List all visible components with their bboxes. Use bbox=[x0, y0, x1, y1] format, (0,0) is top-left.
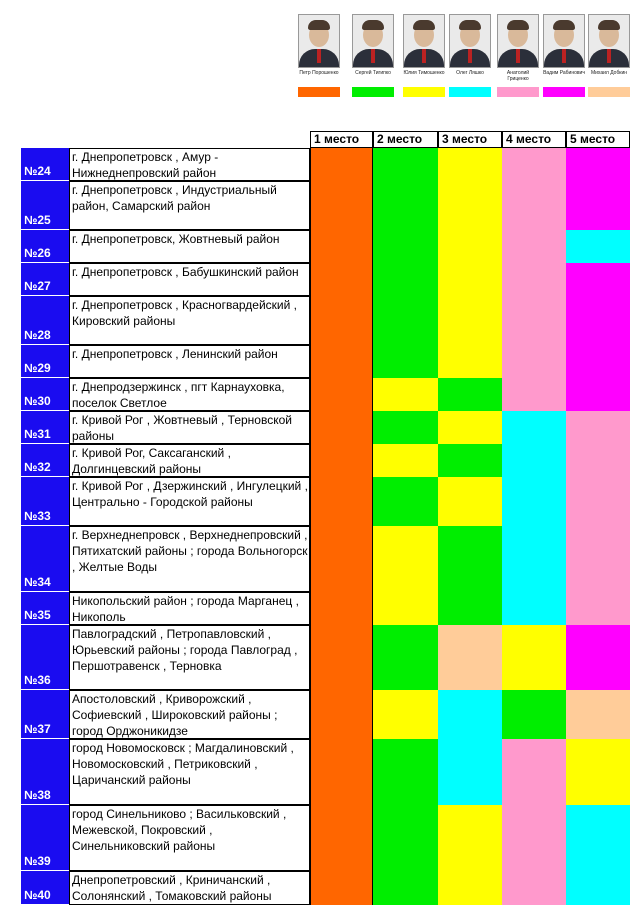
place-3-cell bbox=[438, 378, 502, 411]
district-description: г. Днепродзержинск , пгт Карнауховка, поселок Светлое bbox=[69, 378, 310, 411]
place-3-cell bbox=[438, 625, 502, 690]
district-number-label: №26 bbox=[24, 246, 51, 260]
district-number-label: №25 bbox=[24, 213, 51, 227]
district-description: г. Кривой Рог , Дзержинский , Ингулецкий , Центрально - Городской районы bbox=[69, 477, 310, 526]
candidate-2 bbox=[352, 14, 394, 97]
place-5-cell bbox=[566, 378, 630, 411]
district-number bbox=[21, 296, 69, 345]
district-number bbox=[21, 526, 69, 592]
district-number bbox=[21, 444, 69, 477]
place-2-cell bbox=[373, 263, 438, 296]
place-5-cell bbox=[566, 411, 630, 444]
district-number bbox=[21, 230, 69, 263]
place-4-cell bbox=[502, 411, 566, 444]
place-5-cell bbox=[566, 690, 630, 739]
place-3-cell bbox=[438, 263, 502, 296]
column-header-3: 3 место bbox=[438, 131, 502, 148]
candidate-6 bbox=[543, 14, 585, 97]
district-number bbox=[21, 477, 69, 526]
place-4-cell bbox=[502, 345, 566, 378]
district-number-label: №35 bbox=[24, 608, 51, 622]
place-4-cell bbox=[502, 181, 566, 230]
place-1-column bbox=[310, 148, 373, 905]
candidate-photo bbox=[449, 14, 491, 68]
place-4-cell bbox=[502, 148, 566, 181]
place-4-cell bbox=[502, 378, 566, 411]
district-number-label: №31 bbox=[24, 427, 51, 441]
district-description: г. Кривой Рог , Жовтневый , Терновской районы bbox=[69, 411, 310, 444]
place-5-cell bbox=[566, 805, 630, 871]
place-2-cell bbox=[373, 148, 438, 181]
district-number-label: №34 bbox=[24, 575, 51, 589]
candidate-color-swatch bbox=[543, 87, 585, 97]
candidate-photo bbox=[403, 14, 445, 68]
place-2-cell bbox=[373, 181, 438, 230]
place-2-cell bbox=[373, 345, 438, 378]
district-description: Днепропетровский , Криничанский , Солонянский , Томаковский районы bbox=[69, 871, 310, 905]
candidate-photo bbox=[298, 14, 340, 68]
district-number-label: №24 bbox=[24, 164, 51, 178]
place-5-cell bbox=[566, 526, 630, 592]
place-4-cell bbox=[502, 526, 566, 592]
place-3-cell bbox=[438, 411, 502, 444]
place-2-cell bbox=[373, 625, 438, 690]
district-number-label: №32 bbox=[24, 460, 51, 474]
district-number bbox=[21, 592, 69, 625]
candidate-legend bbox=[296, 14, 636, 104]
district-number bbox=[21, 690, 69, 739]
candidate-color-swatch bbox=[497, 87, 539, 97]
place-3-cell bbox=[438, 526, 502, 592]
district-description: г. Днепропетровск, Жовтневый район bbox=[69, 230, 310, 263]
district-description: г. Днепропетровск , Ленинский район bbox=[69, 345, 310, 378]
place-2-cell bbox=[373, 378, 438, 411]
candidate-name: Сергей Тигипко bbox=[355, 70, 391, 76]
district-number-label: №27 bbox=[24, 279, 51, 293]
district-number-label: №36 bbox=[24, 673, 51, 687]
candidate-color-swatch bbox=[352, 87, 394, 97]
district-number bbox=[21, 871, 69, 905]
candidate-name: Вадим Рабинович bbox=[543, 70, 585, 76]
place-2-cell bbox=[373, 444, 438, 477]
district-number bbox=[21, 739, 69, 805]
district-description: город Синельниково ; Васильковский , Межевской, Покровский , Синельниковский районы bbox=[69, 805, 310, 871]
district-description: Павлоградский , Петропавловский , Юрьевский районы ; города Павлоград , Першотравенск , Терновка bbox=[69, 625, 310, 690]
place-2-cell bbox=[373, 592, 438, 625]
district-number-label: №33 bbox=[24, 509, 51, 523]
place-4-cell bbox=[502, 230, 566, 263]
place-2-cell bbox=[373, 296, 438, 345]
place-4-cell bbox=[502, 739, 566, 805]
place-3-cell bbox=[438, 739, 502, 805]
candidate-1 bbox=[298, 14, 340, 97]
district-number-label: №40 bbox=[24, 888, 51, 902]
place-5-cell bbox=[566, 871, 630, 905]
candidate-7 bbox=[588, 14, 630, 97]
candidate-photo bbox=[352, 14, 394, 68]
district-description: г. Верхнеднепровск , Верхнеднепровский , Пятихатский районы ; города Вольногорск , Желтые Воды bbox=[69, 526, 310, 592]
place-4-cell bbox=[502, 690, 566, 739]
district-description: г. Днепропетровск , Амур - Нижнеднепровский район bbox=[69, 148, 310, 181]
candidate-color-swatch bbox=[449, 87, 491, 97]
district-description: Апостоловский , Криворожский , Софиевский , Широковский районы ; город Орджоникидзе bbox=[69, 690, 310, 739]
place-5-cell bbox=[566, 625, 630, 690]
candidate-photo bbox=[588, 14, 630, 68]
place-4-cell bbox=[502, 296, 566, 345]
place-2-cell bbox=[373, 690, 438, 739]
candidate-color-swatch bbox=[403, 87, 445, 97]
candidate-color-swatch bbox=[298, 87, 340, 97]
place-3-cell bbox=[438, 181, 502, 230]
place-2-cell bbox=[373, 526, 438, 592]
district-number-label: №29 bbox=[24, 361, 51, 375]
candidate-5 bbox=[497, 14, 539, 97]
place-2-cell bbox=[373, 871, 438, 905]
place-4-cell bbox=[502, 805, 566, 871]
place-4-cell bbox=[502, 871, 566, 905]
place-3-cell bbox=[438, 690, 502, 739]
place-2-cell bbox=[373, 477, 438, 526]
district-description: г. Днепропетровск , Индустриальный район, Самарский район bbox=[69, 181, 310, 230]
column-header-2: 2 место bbox=[373, 131, 438, 148]
place-3-cell bbox=[438, 296, 502, 345]
candidate-3 bbox=[403, 14, 445, 97]
place-3-cell bbox=[438, 477, 502, 526]
district-number bbox=[21, 378, 69, 411]
place-2-cell bbox=[373, 411, 438, 444]
district-number bbox=[21, 805, 69, 871]
place-5-cell bbox=[566, 148, 630, 181]
place-3-cell bbox=[438, 871, 502, 905]
candidate-photo bbox=[543, 14, 585, 68]
candidate-name: Анатолий Гриценко bbox=[506, 70, 530, 82]
place-4-cell bbox=[502, 477, 566, 526]
place-3-cell bbox=[438, 444, 502, 477]
place-3-cell bbox=[438, 592, 502, 625]
candidate-name: Михаил Добкин bbox=[590, 70, 628, 76]
district-description: город Новомосковск ; Магдалиновский , Новомосковский , Петриковский , Царичанский районы bbox=[69, 739, 310, 805]
district-description: Никопольский район ; города Марганец , Никополь bbox=[69, 592, 310, 625]
place-3-cell bbox=[438, 805, 502, 871]
district-description: г. Днепропетровск , Бабушкинский район bbox=[69, 263, 310, 296]
district-number bbox=[21, 345, 69, 378]
column-header-4: 4 место bbox=[502, 131, 566, 148]
district-number-label: №39 bbox=[24, 854, 51, 868]
place-5-cell bbox=[566, 444, 630, 477]
place-5-cell bbox=[566, 739, 630, 805]
place-5-cell bbox=[566, 477, 630, 526]
candidate-4 bbox=[449, 14, 491, 97]
district-description: г. Днепропетровск , Красногвардейский , Кировский районы bbox=[69, 296, 310, 345]
district-number bbox=[21, 148, 69, 181]
place-5-cell bbox=[566, 263, 630, 296]
place-4-cell bbox=[502, 592, 566, 625]
place-2-cell bbox=[373, 230, 438, 263]
district-number bbox=[21, 263, 69, 296]
place-4-cell bbox=[502, 444, 566, 477]
column-header-1: 1 место bbox=[310, 131, 373, 148]
place-2-cell bbox=[373, 739, 438, 805]
column-header-5: 5 место bbox=[566, 131, 630, 148]
district-number-label: №38 bbox=[24, 788, 51, 802]
district-description: г. Кривой Рог, Саксаганский , Долгинцевский районы bbox=[69, 444, 310, 477]
place-4-cell bbox=[502, 625, 566, 690]
district-number bbox=[21, 625, 69, 690]
district-number bbox=[21, 181, 69, 230]
district-number bbox=[21, 411, 69, 444]
place-5-cell bbox=[566, 592, 630, 625]
place-5-cell bbox=[566, 345, 630, 378]
candidate-name: Петр Порошенко bbox=[299, 70, 339, 76]
place-4-cell bbox=[502, 263, 566, 296]
place-3-cell bbox=[438, 230, 502, 263]
place-3-cell bbox=[438, 148, 502, 181]
place-3-cell bbox=[438, 345, 502, 378]
place-2-cell bbox=[373, 805, 438, 871]
candidate-name: Юлия Тимошенко bbox=[403, 70, 445, 76]
place-5-cell bbox=[566, 181, 630, 230]
place-5-cell bbox=[566, 230, 630, 263]
district-number-label: №30 bbox=[24, 394, 51, 408]
district-number-label: №28 bbox=[24, 328, 51, 342]
candidate-name: Олег Ляшко bbox=[456, 70, 484, 76]
district-number-label: №37 bbox=[24, 722, 51, 736]
candidate-color-swatch bbox=[588, 87, 630, 97]
place-5-cell bbox=[566, 296, 630, 345]
candidate-photo bbox=[497, 14, 539, 68]
